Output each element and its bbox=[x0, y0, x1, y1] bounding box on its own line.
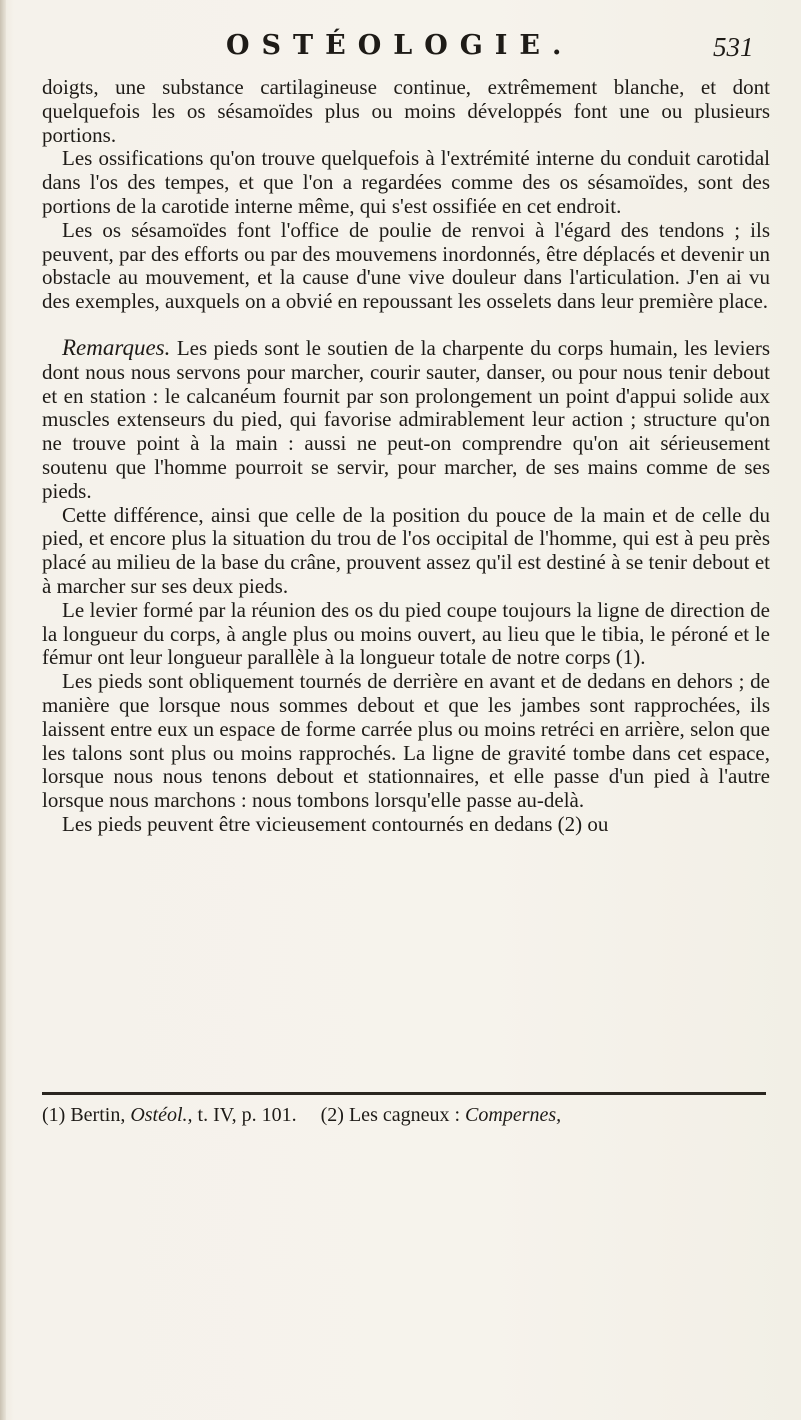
footnote-1-work: Ostéol., bbox=[130, 1104, 193, 1126]
footnote-2-continuation: Compernes, bbox=[465, 1104, 562, 1126]
body-text bbox=[42, 76, 770, 837]
paragraph-lever: Le levier formé par la réunion des os du pied coupe toujours la ligne de direction de la longueur du corps, à angle plus ou moins ouvert, au lieu que le tibia, le péroné et le fémur ont leur longueur parallèle à la longueur totale de notre corps (1). bbox=[42, 597, 770, 670]
paragraph-continuation: doigts, une substance cartilagineuse continue, extrêmement blanche, et dont quelquefois les os sésamoïdes plus ou moins développés font une ou plusieurs portions. bbox=[42, 75, 770, 147]
paragraph-feet-deformity: Les pieds peuvent être vicieusement contournés en dedans (2) ou bbox=[62, 811, 609, 836]
paragraph-feet-orientation: Les pieds sont obliquement tournés de derrière en avant et de dedans en dehors ; de manière que lorsque nous sommes debout et que les jambes sont rapprochées, ils laissent entre eux un espace de forme carrée plus ou moins retréci en arrière, selon que les talons sont plus ou moins rapprochés. La ligne de gravité tombe dans cet espace, lorsque nous nous tenons debout et stationnaires, et elle passe d'un pied à l'autre lorsque nous marchons : nous tombons lorsqu'elle passe au-delà. bbox=[42, 669, 770, 813]
page-binding-edge bbox=[0, 0, 6, 1420]
paragraph-difference: Cette différence, ainsi que celle de la position du pouce de la main et de celle du pied, et encore plus la situation du trou de l'os occipital de l'homme, qui est à peu près placé au milieu de la base du crâne, prouvent assez qu'il est destiné à se tenir debout et à marcher sur ses deux pieds. bbox=[42, 502, 770, 598]
running-title: OSTÉOLOGIE. bbox=[226, 30, 574, 61]
footnotes bbox=[42, 1102, 770, 1128]
paragraph-sesamoid-function: Les os sésamoïdes font l'office de poulie de renvoi à l'égard des tendons ; ils peuvent, par des efforts ou par des mouvemens inordonnés, être déplacés et devenir un obstacle au mouvement, et la cause d'une vive douleur dans l'articulation. J'en ai vu des exemples, auxquels on a obvié en repoussant les osselets dans leur première place. bbox=[42, 217, 770, 314]
footnote-2-mark: (2) bbox=[320, 1104, 344, 1126]
paragraph-remarks bbox=[42, 336, 770, 504]
footnote-1-mark: (1) bbox=[42, 1104, 66, 1126]
remarks-heading: Remarques. bbox=[62, 334, 171, 360]
footnote-2-text: Les cagneux : bbox=[348, 1104, 461, 1126]
remarks-text: Les pieds sont le soutien de la charpente du corps humain, les leviers dont nous nous servons pour marcher, courir sauter, danser, ou pour nous tenir debout et en station : le calcanéum fournit par son prolongement un point d'appui solide aux muscles extenseurs du pied, qui favorise admirablement leur action ; structure qu'on ne trouve point à la main : aussi ne peut-on comprendre qu'on ait sérieusement soutenu que l'homme pourroit se servir, pour marcher, de ses mains comme de ses pieds. bbox=[42, 335, 771, 503]
paragraph-ossifications: Les ossifications qu'on trouve quelquefois à l'extrémité interne du conduit carotidal dans l'os des tempes, et que l'on a regardées comme des os sésamoïdes, sont des portions de la carotide interne même, qui s'est ossifiée en cet endroit. bbox=[42, 146, 770, 218]
footnote-1-author: Bertin, bbox=[70, 1104, 126, 1126]
footnote-divider bbox=[42, 1092, 766, 1095]
footnote-1-reference: t. IV, p. 101. bbox=[197, 1104, 297, 1126]
page-number: 531 bbox=[713, 32, 754, 62]
running-head bbox=[0, 30, 801, 70]
